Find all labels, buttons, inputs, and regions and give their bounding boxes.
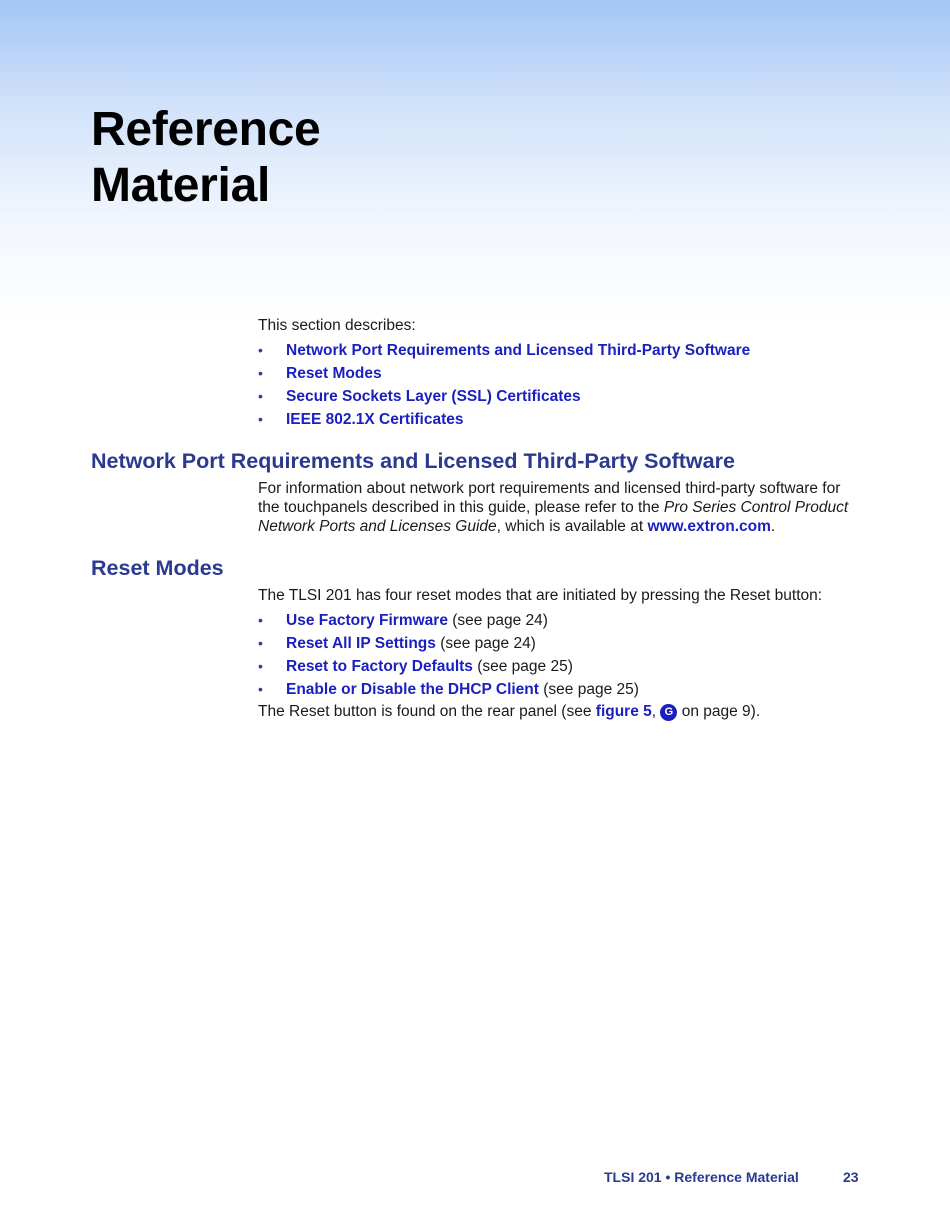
reset-section-body xyxy=(258,586,858,721)
list-item xyxy=(258,655,858,678)
intro-block xyxy=(258,316,858,431)
chapter-title-line-1: Reference xyxy=(91,103,321,156)
link-use-factory-firmware[interactable]: Use Factory Firmware xyxy=(286,612,448,629)
link-reset-to-factory-defaults[interactable]: Reset to Factory Defaults xyxy=(286,658,473,675)
guide-title: Pro Series Control Product Network Ports and Licenses Guide xyxy=(258,499,849,535)
bullet-icon: • xyxy=(258,681,263,697)
list-item xyxy=(258,339,858,362)
link-enable-disable-dhcp-client[interactable]: Enable or Disable the DHCP Client xyxy=(286,681,539,698)
list-item xyxy=(258,408,858,431)
bullet-icon: • xyxy=(258,635,263,651)
intro-lead: This section describes: xyxy=(258,317,416,334)
reset-lead: The TLSI 201 has four reset modes that are initiated by pressing the Reset button: xyxy=(258,587,823,604)
network-text-start: For information about network port requirements and licensed third-party software for the touchpanels described in this guide, please refer to the xyxy=(258,480,841,516)
page-reference: (see page 24) xyxy=(435,635,536,652)
bullet-icon: • xyxy=(258,411,263,427)
note-text-end: on page 9). xyxy=(677,703,761,720)
footer-page-number: 23 xyxy=(843,1169,859,1185)
list-item xyxy=(258,678,858,701)
page-reference: (see page 25) xyxy=(538,681,639,698)
section-heading-reset-modes: Reset Modes xyxy=(91,556,224,580)
network-paragraph xyxy=(258,479,858,536)
bullet-icon: • xyxy=(258,342,263,358)
list-item xyxy=(258,385,858,408)
list-item xyxy=(258,632,858,655)
list-item xyxy=(258,362,858,385)
page-reference: (see page 25) xyxy=(472,658,573,675)
link-reset-modes[interactable]: Reset Modes xyxy=(286,365,382,382)
reset-button-note xyxy=(258,702,858,721)
bullet-icon: • xyxy=(258,365,263,381)
link-ieee-8021x-certificates[interactable]: IEEE 802.1X Certificates xyxy=(286,411,464,428)
section-heading-network-port: Network Port Requirements and Licensed Third-Party Software xyxy=(91,449,735,473)
chapter-title xyxy=(91,102,320,214)
page-reference: (see page 24) xyxy=(447,612,548,629)
intro-link-list xyxy=(258,339,858,431)
network-section-body xyxy=(258,479,858,536)
callout-g-badge-icon[interactable]: G xyxy=(660,704,677,721)
list-item xyxy=(258,609,858,632)
bullet-icon: • xyxy=(258,612,263,628)
network-text-middle: , which is available at xyxy=(496,518,648,535)
link-reset-all-ip-settings[interactable]: Reset All IP Settings xyxy=(286,635,436,652)
footer-label: TLSI 201 • Reference Material xyxy=(604,1169,799,1185)
link-ssl-certificates[interactable]: Secure Sockets Layer (SSL) Certificates xyxy=(286,388,581,405)
note-comma: , xyxy=(651,703,661,720)
chapter-title-line-2: Material xyxy=(91,159,271,212)
bullet-icon: • xyxy=(258,658,263,674)
figure-5-link[interactable]: figure 5 xyxy=(595,703,652,720)
network-text-end: . xyxy=(770,518,776,535)
link-network-port-requirements[interactable]: Network Port Requirements and Licensed Third-Party Software xyxy=(286,342,751,359)
bullet-icon: • xyxy=(258,388,263,404)
reset-mode-list xyxy=(258,609,858,701)
note-text-start: The Reset button is found on the rear panel (see xyxy=(258,703,596,720)
extron-website-link[interactable]: www.extron.com xyxy=(647,518,771,535)
